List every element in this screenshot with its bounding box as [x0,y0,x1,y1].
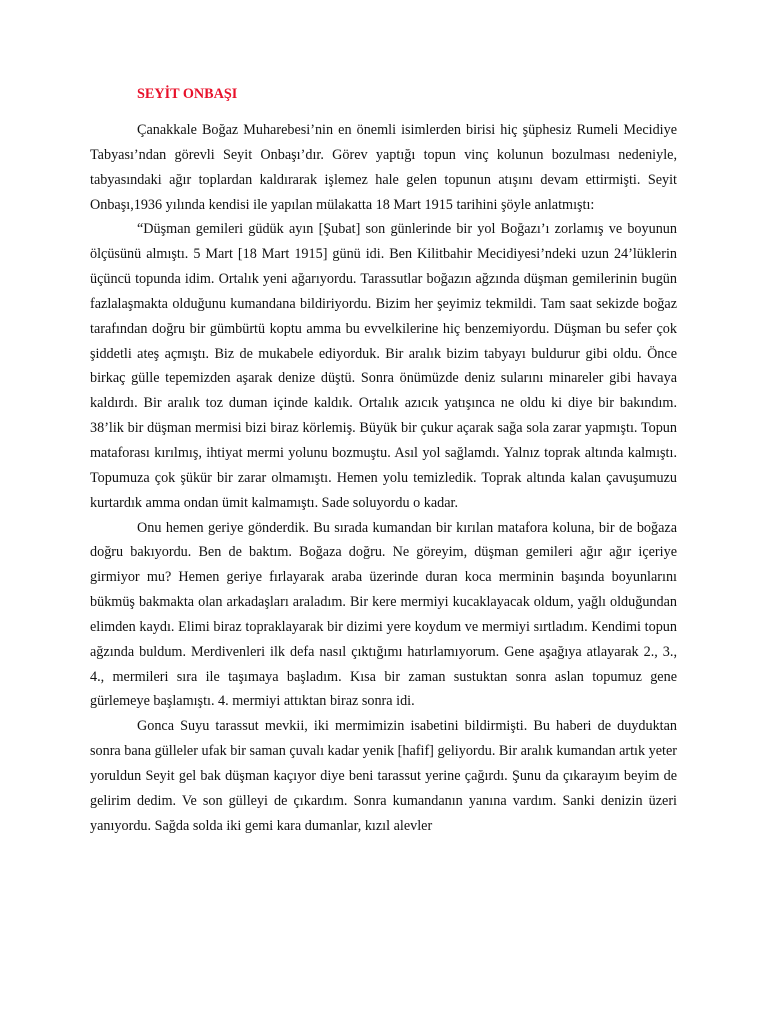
paragraph-observation-post: Gonca Suyu tarassut mevkii, iki mermimizin isabetini bildirmişti. Bu haberi de duyduktan sonra bana gülleler ufak bir saman çuvalı kadar yenik [hafif] geliyordu. Bir aralık kumandan artık yeter yoruldun Seyit gel bak düşman kaçıyor diye beni tarassut yerine çağırdı. Şunu da çıkarayım beyim de gelirim dedim. Ve son gülleyi de çıkardım. Sonra kumandanın yanına vardım. Sanki denizin üzeri yanıyordu. Sağda solda iki gemi kara dumanlar, kızıl alevler [90,718,677,834]
paragraph-intro: Çanakkale Boğaz Muharebesi’nin en önemli isimlerden birisi hiç şüphesiz Rumeli Mecidiye Tabyası’ndan görevli Seyit Onbaşı’dır. Görev yaptığı topun vinç kolunun bozulması nedeniyle, tabyasındaki ağır toplardan kaldırarak işlemez hale gelen topunun atışını devam ettirmişti. Seyit Onbaşı,1936 yılında kendisi ile yapılan mülakatta 18 Mart 1915 tarihini şöyle anlatmıştı: [90,122,677,213]
document-title: SEYİT ONBAŞI [137,86,238,102]
document-page [90,82,677,838]
paragraph-carrying-shells: Onu hemen geriye gönderdik. Bu sırada kumandan bir kırılan matafora koluna, bir de boğaza doğru bakıyordu. Ben de baktım. Boğaza doğru. Ne göreyim, düşman gemileri ağır ağır içeriye girmiyor mu? Hemen geriye fırlayarak araba üzerinde duran koca merminin başında boyunlarını bükmüş bakmakta olan arkadaşları araladım. Bir kere mermiyi kucaklayacak oldum, yağlı olduğundan elimden kaydı. Elimi biraz topraklayarak bir dizimi yere koydum ve mermiyi sırtladım. Kendimi topun ağzında buldum. Merdivenleri ilk defa nasıl çıktığımı hatırlamıyorum. Gene aşağıya atlayarak 2., 3., 4., mermileri sıra ile taşımaya başladım. Kısa bir zaman sustuktan sonra aslan topumuz gene gürlemeye başlamıştı. 4. mermiyi attıktan biraz sonra idi. [90,519,677,710]
paragraph-quote-start: “Düşman gemileri güdük ayın [Şubat] son günlerinde bir yol Boğazı’ı zorlamış ve boyunun ölçüsünü almıştı. 5 Mart [18 Mart 1915] günü idi. Ben Kilitbahir Mecidiyesi’ndeki uzun 24’lüklerin üçüncü topunda idim. Ortalık yeni ağarıyordu. Tarassutlar boğazın ağzında düşman gemilerinin bugün fazlalaşmakta olduğunu kumandana bildiriyordu. Bizim her şeyimiz tekmildi. Tam saat sekizde boğaz tarafından doğru bir gümbürtü koptu amma bu evvelkilerine hiç benzemiyordu. Düşman bu sefer çok şiddetli ateş açmıştı. Biz de mukabele ediyorduk. Bir aralık bizim tabyayı buldurur gibi oldu. Önce birkaç gülle tepemizden aşarak denize düştü. Sonra önümüzde deniz sularını minareler gibi havaya kaldırdı. Bir aralık toz duman içinde kaldık. Ortalık azıcık yatışınca ne oldu ki diye bir bakındım. 38’lik bir düşman mermisi bizi biraz körlemiş. Büyük bir çukur açarak sağa sola zarar yapmıştı. Topun mataforası kırılmış, ihtiyat mermi yolunu bozmuştu. Asıl yol sağlamdı. Yalnız toprak altında kalmıştı. Topumuza çok şükür bir zarar olmamıştı. Hemen yolu temizledik. Toprak altında kalan çavuşumuzu kurtardık amma ondan ümit kalmamıştı. Sade soluyordu o kadar. [90,221,677,511]
